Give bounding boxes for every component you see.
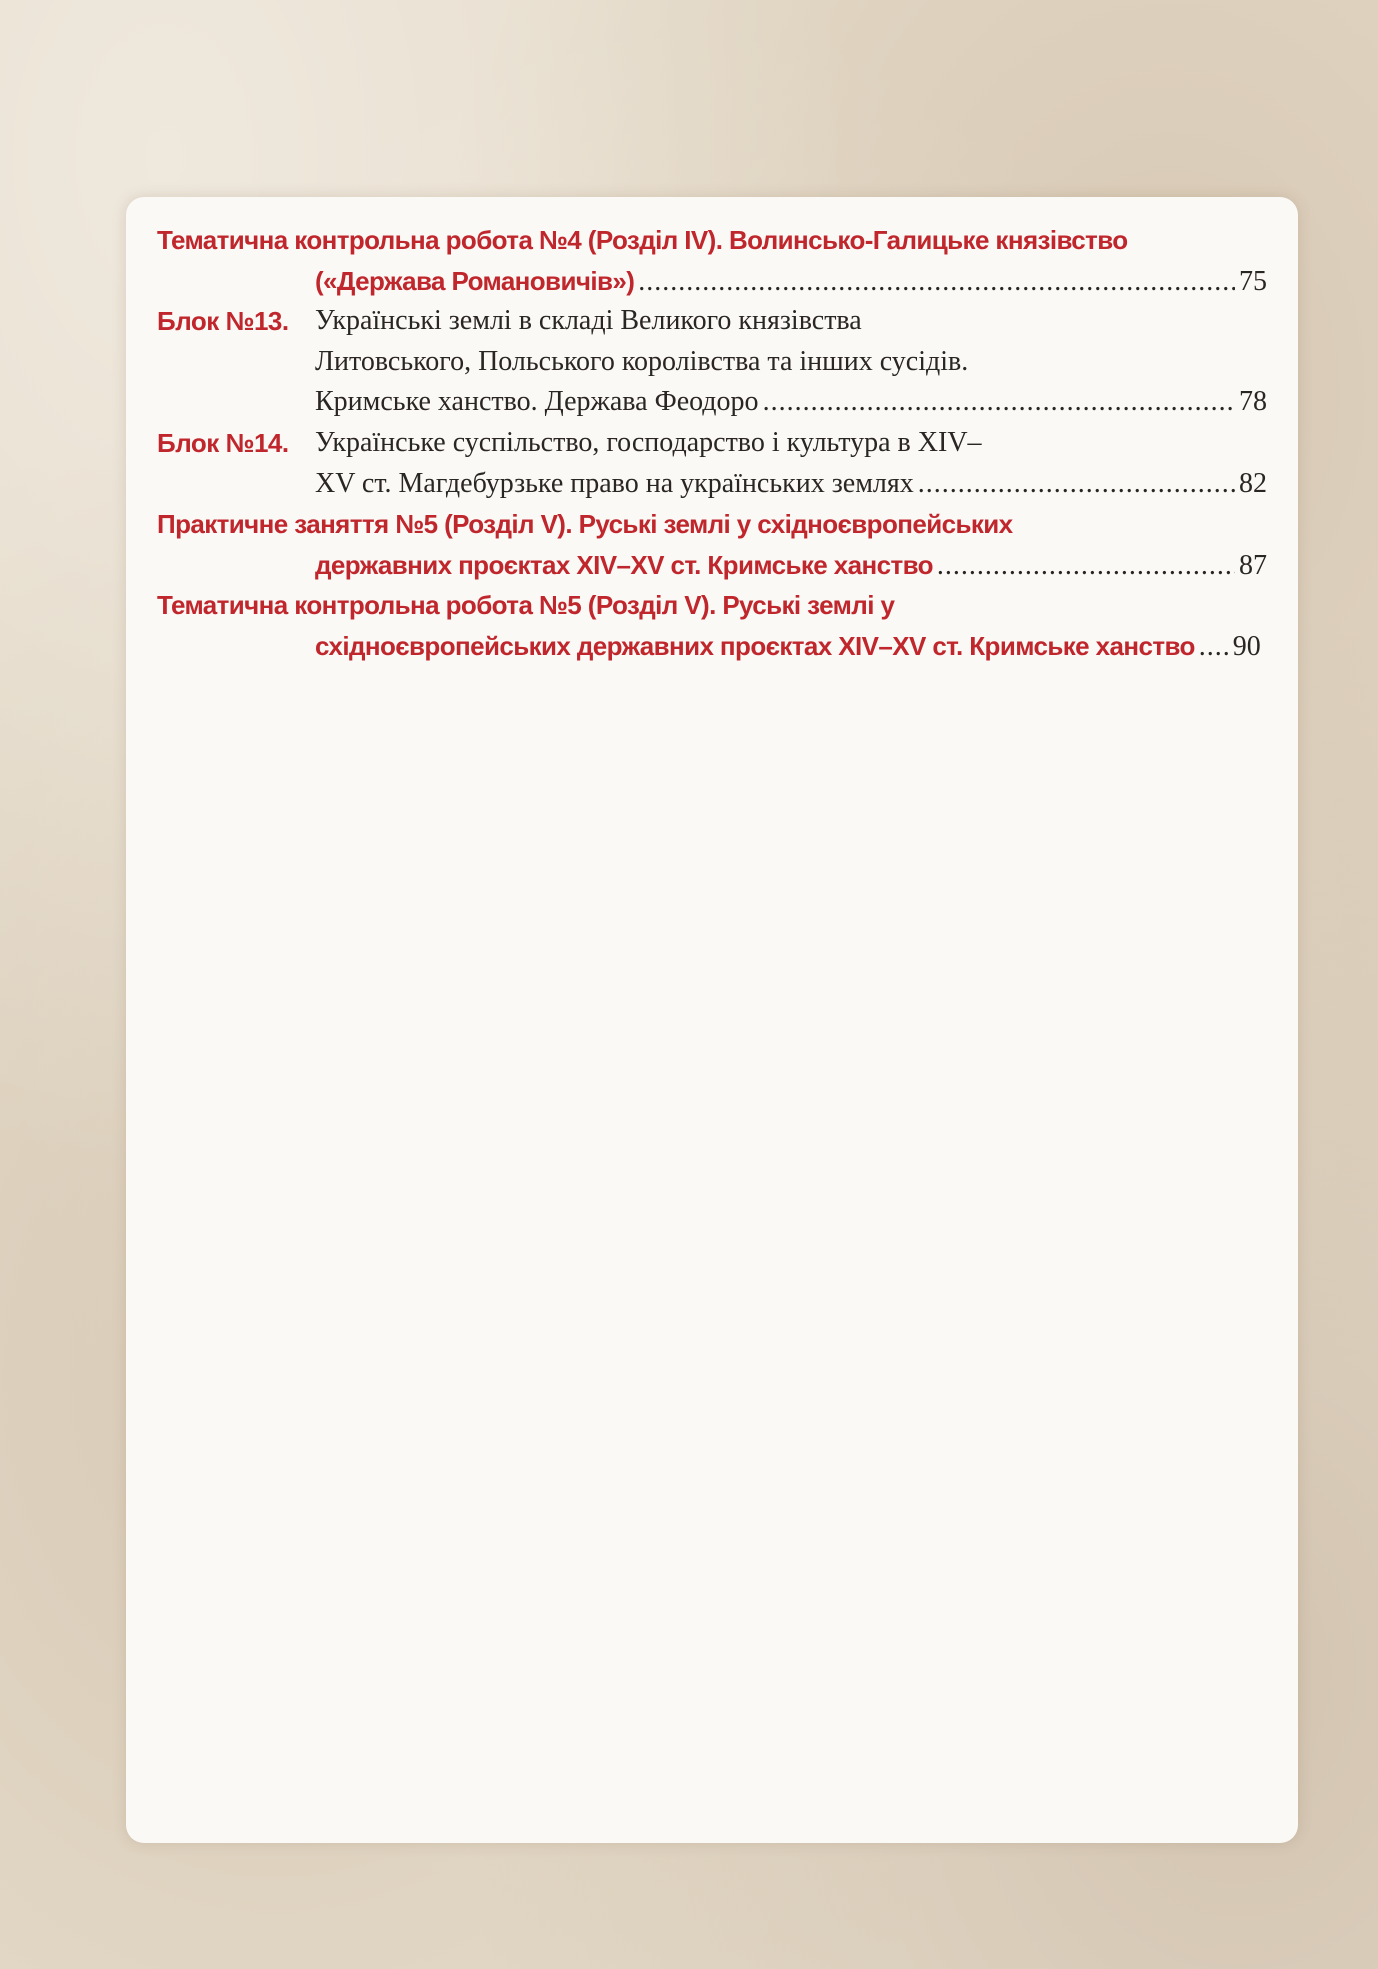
dot-leader	[937, 546, 1235, 587]
toc-text: Литовського, Польського королівства та інших сусідів.	[315, 345, 969, 377]
toc-entry-block-13[interactable]	[157, 301, 1267, 423]
page-number: 75	[1239, 265, 1267, 297]
toc-text: Українські землі в складі Великого князівства	[315, 305, 862, 337]
page-number: 87	[1239, 549, 1267, 581]
toc-line	[315, 464, 1267, 505]
block-content	[315, 423, 1267, 504]
toc-entry-title: державних проєктах XIV–XV ст. Кримське ханство	[315, 549, 933, 580]
block-label: Блок №13.	[157, 306, 289, 337]
toc-entry-practical-5[interactable]	[157, 504, 1267, 585]
dot-leader	[1199, 627, 1229, 668]
toc-entry-title: східноєвропейських державних проєктах XIV–XV ст. Кримське ханство	[315, 630, 1195, 661]
dot-leader	[638, 262, 1235, 303]
dot-leader	[918, 464, 1235, 505]
toc-line	[315, 423, 1267, 464]
table-of-contents	[157, 220, 1267, 667]
toc-entry-title: Тематична контрольна робота №4 (Розділ ІV). Волинсько-Галицьке князівство	[157, 225, 1128, 255]
block-label: Блок №14.	[157, 427, 289, 458]
dot-leader	[763, 382, 1235, 423]
page-number: 82	[1239, 467, 1267, 499]
toc-entry-test-4[interactable]	[157, 220, 1267, 301]
toc-entry-block-14[interactable]	[157, 423, 1267, 504]
toc-entry-test-5[interactable]	[157, 585, 1267, 666]
page-number: 78	[1239, 386, 1267, 418]
toc-text: Українське суспільство, господарство і культура в XIV–	[315, 426, 982, 458]
toc-entry-title-continuation	[157, 545, 1267, 586]
toc-line	[315, 342, 1267, 383]
block-content	[315, 301, 1267, 423]
toc-entry-title-continuation	[157, 261, 1267, 302]
page-number: 90	[1232, 630, 1261, 662]
toc-line	[315, 301, 1267, 342]
toc-entry-title-continuation	[157, 626, 1267, 667]
toc-text: XV ст. Магдебурзьке право на українських землях	[315, 467, 914, 499]
toc-entry-title: Тематична контрольна робота №5 (Розділ V). Руські землі у	[157, 590, 895, 621]
toc-text: Кримське ханство. Держава Феодоро	[315, 386, 759, 418]
toc-line	[315, 382, 1267, 423]
toc-entry-title: Практичне заняття №5 (Розділ V). Руські землі у східноєвропейських	[157, 509, 1013, 540]
toc-entry-title: («Держава Романовичів»)	[315, 265, 635, 296]
